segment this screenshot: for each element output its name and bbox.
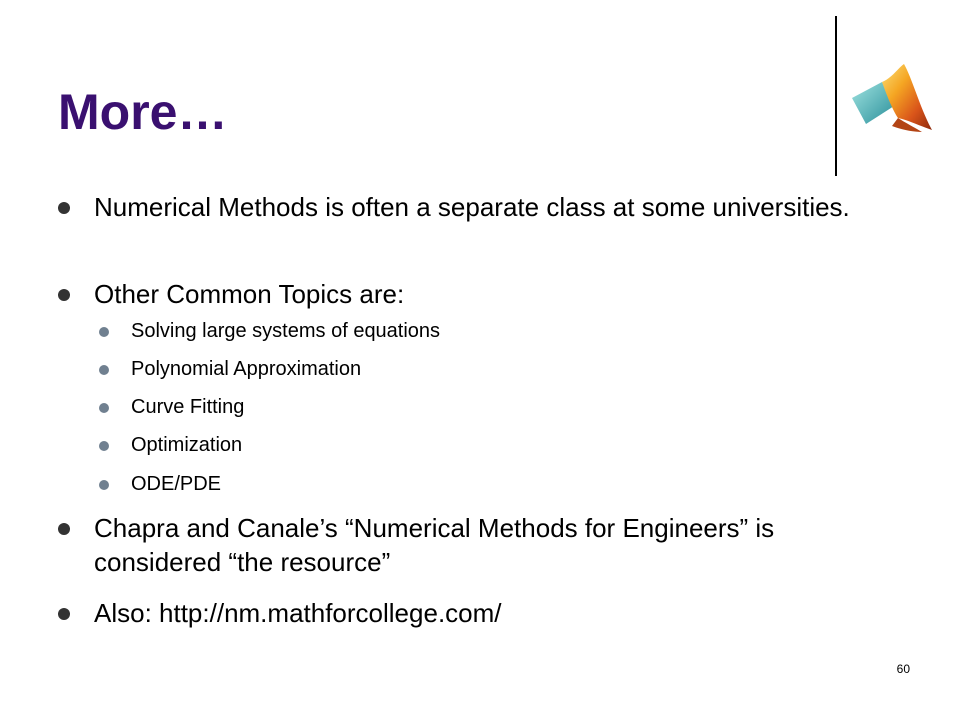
- sub-bullet-text: Optimization: [131, 434, 243, 456]
- sub-bullet-dot: [99, 365, 109, 375]
- bullet-text: Other Common Topics are:: [94, 279, 405, 309]
- bullet-text: Also: http://nm.mathforcollege.com/: [94, 598, 502, 628]
- bullet-text: Numerical Methods is often a separate class at some universities.: [94, 192, 850, 222]
- bullet-dot: [58, 523, 70, 535]
- sub-bullet-dot: [99, 441, 109, 451]
- sub-bullet-dot: [99, 327, 109, 337]
- slide-title: More…: [58, 84, 228, 140]
- sub-bullet-item: [131, 471, 781, 497]
- bullet-dot: [58, 289, 70, 301]
- matlab-membrane-logo-icon: [842, 60, 942, 148]
- sub-bullet-text: Solving large systems of equations: [131, 320, 441, 342]
- bullet-item: [94, 511, 894, 579]
- bullet-dot: [58, 202, 70, 214]
- bullet-item: [94, 277, 894, 311]
- sub-bullet-item: [131, 356, 781, 382]
- sub-bullet-text: Curve Fitting: [131, 396, 245, 418]
- bullet-item: [94, 190, 894, 224]
- bullet-dot: [58, 608, 70, 620]
- vertical-divider: [835, 16, 837, 176]
- sub-bullet-item: [131, 318, 781, 344]
- sub-bullet-dot: [99, 480, 109, 490]
- bullet-item: [94, 596, 894, 630]
- bullet-text: Chapra and Canale’s “Numerical Methods for Engineers” is considered “the resource”: [94, 513, 775, 577]
- sub-bullet-dot: [99, 403, 109, 413]
- sub-bullet-item: [131, 394, 781, 420]
- sub-bullet-text: ODE/PDE: [131, 473, 222, 495]
- sub-bullet-item: [131, 432, 781, 458]
- sub-bullet-text: Polynomial Approximation: [131, 358, 362, 380]
- page-number: 60: [896, 662, 910, 676]
